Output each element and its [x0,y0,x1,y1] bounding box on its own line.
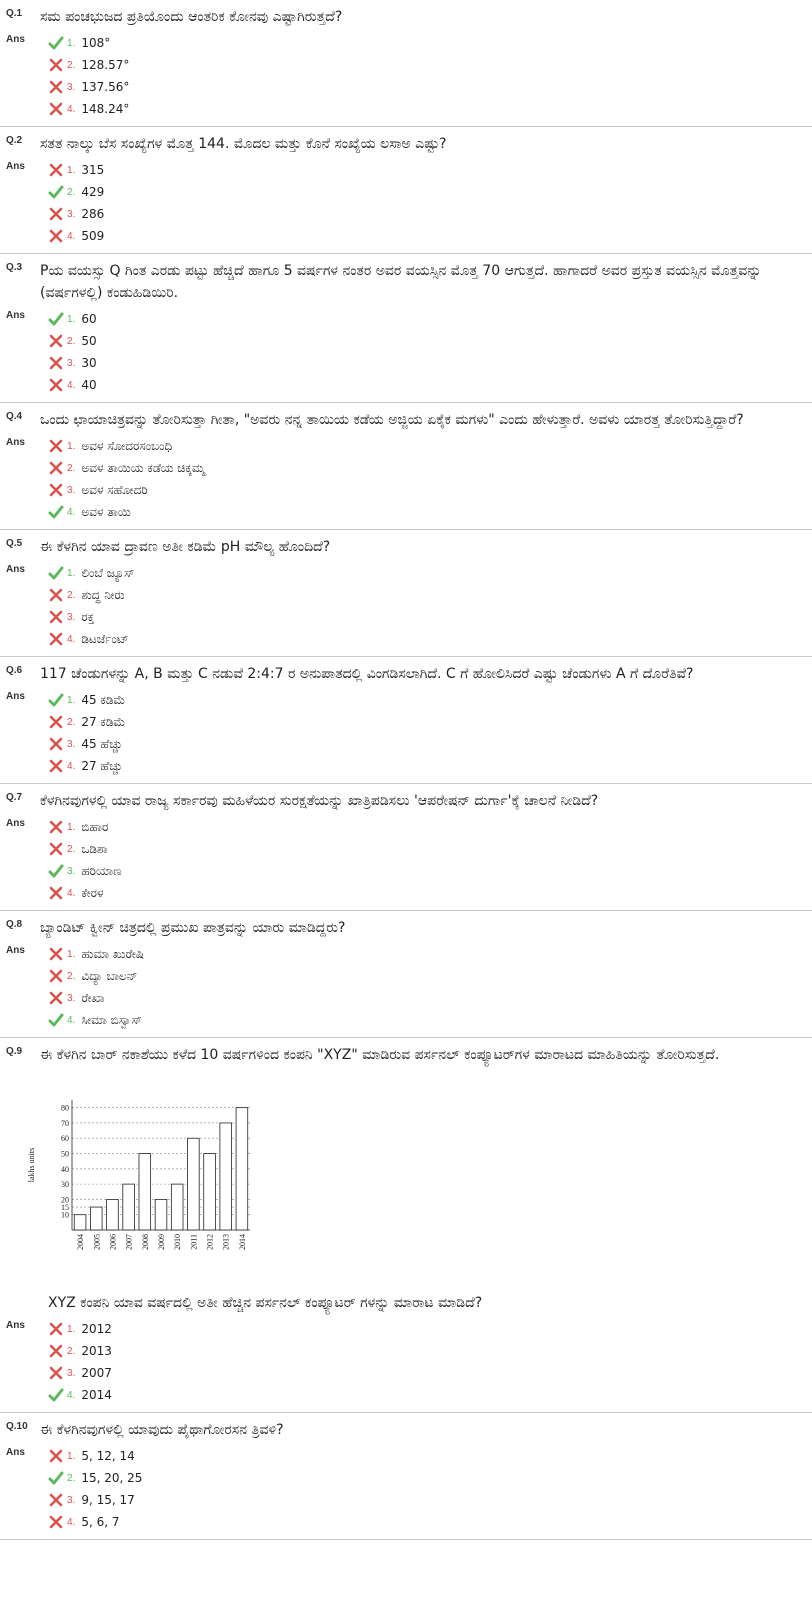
cross-icon [48,101,64,117]
options-list [48,816,812,904]
option-text: 27 ಹೆಚ್ಚು [81,758,123,773]
cross-icon [48,1321,64,1337]
answer-option [48,1445,812,1467]
options-list [48,32,812,120]
option-text: ಅವಳ ಸೋದರಸಂಬಂಧಿ [81,438,173,453]
x-tick-label: 2011 [189,1234,199,1250]
option-text: 286 [81,207,105,221]
x-tick-label: 2010 [173,1234,183,1250]
question-block [0,403,812,530]
answer-option [48,1009,812,1031]
option-text: 315 [81,163,105,177]
answer-label: Ans [6,310,25,321]
y-tick-label: 30 [61,1180,69,1190]
cross-icon [48,1448,64,1464]
option-index: 3. [67,992,76,1004]
option-index: 4. [67,760,76,772]
option-index: 3. [67,484,76,496]
option-index: 1. [67,1323,76,1335]
option-index: 4. [67,1389,76,1401]
option-text: ಅವಳ ತಾಯಿ [81,504,131,519]
check-icon [48,1470,64,1486]
option-index: 1. [67,164,76,176]
question-block [0,784,812,911]
x-tick-label: 2004 [76,1234,86,1250]
option-text: 108° [81,36,111,50]
cross-icon [48,968,64,984]
answer-option [48,987,812,1009]
bar-2012 [204,1154,216,1230]
answer-option [48,457,812,479]
y-tick-label: 15 [61,1203,69,1213]
check-icon [48,1012,64,1028]
option-text: ಡಿಟರ್ಜೆಂಟ್ [81,631,129,646]
answer-label: Ans [6,34,25,45]
answer-option [48,1467,812,1489]
option-text: ಅವಳ ಸಹೋದರಿ [81,482,148,497]
y-tick-label: 10 [61,1210,69,1220]
y-tick-label: 40 [61,1164,69,1174]
answer-option [48,1318,812,1340]
answer-option [48,435,812,457]
question-number: Q.2 [6,135,23,146]
options-list [48,1445,812,1533]
option-text: 2007 [81,1366,112,1380]
option-text: ಸೀಮಾ ಬಿಸ್ವಾಸ್ [81,1012,142,1027]
x-tick-label: 2009 [157,1234,166,1250]
answer-option [48,755,812,777]
check-icon [48,184,64,200]
option-index: 4. [67,1516,76,1528]
option-index: 2. [67,462,76,474]
answer-option [48,479,812,501]
check-icon [48,1387,64,1403]
question-block [0,254,812,403]
answer-option [48,501,812,523]
cross-icon [48,587,64,603]
option-text: 27 ಕಡಿಮೆ [81,714,126,729]
cross-icon [48,609,64,625]
option-index: 3. [67,1494,76,1506]
option-index: 1. [67,313,76,325]
option-index: 1. [67,1450,76,1462]
option-text: 45 ಕಡಿಮೆ [81,692,126,707]
cross-icon [48,885,64,901]
x-tick-label: 2013 [221,1234,231,1250]
bar-2011 [188,1138,200,1230]
question-block [0,1413,812,1540]
answer-option [48,562,812,584]
answer-option [48,98,812,120]
answer-option [48,628,812,650]
x-tick-label: 2006 [108,1234,118,1250]
cross-icon [48,736,64,752]
option-text: 9, 15, 17 [81,1493,135,1507]
option-text: 2013 [81,1344,112,1358]
option-text: 15, 20, 25 [81,1471,143,1485]
question-number: Q.10 [6,1421,28,1432]
option-index: 4. [67,230,76,242]
answer-option [48,308,812,330]
answer-option [48,965,812,987]
option-text: 148.24° [81,102,130,116]
answer-option [48,374,812,396]
answer-option [48,225,812,247]
question-text: ಈ ಕೆಳಗಿನವುಗಳಲ್ಲಿ ಯಾವುದು ಪೈಥಾಗೋರಸನ ತ್ರಿವಳಿ? [40,1422,284,1438]
question-text: 117 ಚೆಂಡುಗಳನ್ನು A, B ಮತ್ತು C ನಡುವೆ 2:4:7 ರ ಅನುಪಾತದಲ್ಲಿ ವಿಂಗಡಿಸಲಾಗಿದೆ. C ಗೆ ಹೋಲಿಸಿದರೆ ಎಷ್ಟು ಚೆಂಡುಗಳು A ಗೆ ದೊರೆತಿವೆ? [40,666,694,682]
option-text: 509 [81,229,105,243]
cross-icon [48,946,64,962]
check-icon [48,863,64,879]
option-text: 5, 6, 7 [81,1515,120,1529]
options-list [48,943,812,1031]
option-text: ರೇಖಾ [81,990,105,1005]
answer-label: Ans [6,945,25,956]
x-tick-label: 2005 [92,1234,102,1250]
option-index: 1. [67,948,76,960]
option-index: 3. [67,611,76,623]
option-index: 3. [67,738,76,750]
answer-option [48,181,812,203]
options-list [48,562,812,650]
question-number: Q.6 [6,665,23,676]
question-text: ಈ ಕೆಳಗಿನ ಬಾರ್ ನಕಾಶೆಯು ಕಳೆದ 10 ವರ್ಷಗಳಿಂದ ಕಂಪನಿ "XYZ" ಮಾಡಿರುವ ಪರ್ಸನಲ್ ಕಂಪ್ಯೂಟರ್‌ಗಳ ಮಾರಾಟದ ಮಾಹಿತಿಯನ್ನು ತೋರಿಸುತ್ತದೆ. [40,1047,720,1063]
sales-bar-chart [20,1092,260,1282]
answer-option [48,711,812,733]
question-text: ಒಂದು ಛಾಯಾಚಿತ್ರವನ್ನು ತೋರಿಸುತ್ತಾ ಗೀತಾ, "ಅವರು ನನ್ನ ತಾಯಿಯ ಕಡೆಯ ಅಜ್ಜಿಯ ಏಕೈಕ ಮಗಳು" ಎಂದು ಹೇಳುತ್ತಾರೆ. ಅವಳು ಯಾರತ್ತ ತೋರಿಸುತ್ತಿದ್ದಾರೆ? [40,412,744,428]
option-index: 3. [67,1367,76,1379]
answer-label: Ans [6,437,25,448]
question-text: ಬ್ಯಾಂಡಿಟ್ ಕ್ವೀನ್ ಚಿತ್ರದಲ್ಲಿ ಪ್ರಮುಖ ಪಾತ್ರವನ್ನು ಯಾರು ಮಾಡಿದ್ದರು? [40,920,346,936]
option-text: ಹುಮಾ ಖುರೇಷಿ [81,946,144,961]
answer-option [48,689,812,711]
option-text: ರಕ್ತ [81,609,95,624]
y-tick-label: 60 [61,1134,69,1144]
sub-question-text: XYZ ಕಂಪನಿ ಯಾವ ವರ್ಷದಲ್ಲಿ ಅತೀ ಹೆಚ್ಚಿನ ಪರ್ಸನಲ್ ಕಂಪ್ಯೂಟರ್ ಗಳನ್ನು ಮಾರಾಟ ಮಾಡಿದೆ? [48,1295,483,1311]
option-index: 2. [67,1472,76,1484]
cross-icon [48,482,64,498]
option-index: 1. [67,694,76,706]
option-index: 2. [67,335,76,347]
question-number: Q.8 [6,919,23,930]
cross-icon [48,758,64,774]
answer-option [48,733,812,755]
option-index: 1. [67,37,76,49]
option-text: ಒಡಿಶಾ [81,841,108,856]
cross-icon [48,57,64,73]
cross-icon [48,714,64,730]
answer-option [48,584,812,606]
option-index: 3. [67,357,76,369]
option-text: 137.56° [81,80,130,94]
answer-option [48,838,812,860]
question-block [0,1038,812,1413]
question-block [0,657,812,784]
option-text: ಲಿಂಬೆ ಜ್ಯೂಸ್ [81,565,135,580]
question-text: Pಯ ವಯಸ್ಸು Q ಗಿಂತ ಎರಡು ಪಟ್ಟು ಹೆಚ್ಚಿದೆ ಹಾಗೂ 5 ವರ್ಷಗಳ ನಂತರ ಅವರ ವಯಸ್ಸಿನ ಮೊತ್ತ 70 ಆಗುತ್ತದೆ. ಹಾಗಾದರೆ ಅವರ ಪ್ರಸ್ತುತ ವಯಸ್ಸಿನ ಮೊತ್ತವನ್ನು (ವರ್ಷಗಳಲ್ಲಿ) ಕಂಡುಹಿಡಿಯಿರಿ. [40,263,762,301]
option-text: ಹರಿಯಾಣ [81,863,122,878]
option-text: 45 ಹೆಚ್ಚು [81,736,123,751]
question-number: Q.1 [6,8,23,19]
answer-option [48,1362,812,1384]
option-index: 4. [67,633,76,645]
cross-icon [48,1365,64,1381]
question-block [0,911,812,1038]
y-tick-label: 70 [61,1118,69,1128]
question-text: ಸತತ ನಾಲ್ಕು ಬೆಸ ಸಂಖ್ಯೆಗಳ ಮೊತ್ತ 144. ಮೊದಲ ಮತ್ತು ಕೊನೆ ಸಂಖ್ಯೆಯ ಲಸಾಅ ಎಷ್ಟು? [40,136,447,152]
question-text: ಈ ಕೆಳಗಿನ ಯಾವ ದ್ರಾವಣ ಅತೀ ಕಡಿಮೆ pH ಮೌಲ್ಯ ಹೊಂದಿದೆ? [40,539,331,555]
bar-2004 [74,1215,86,1230]
bar-2009 [155,1199,167,1230]
answer-label: Ans [6,1320,25,1331]
bar-2014 [236,1108,248,1230]
x-tick-label: 2008 [140,1234,150,1250]
option-text: ವಿದ್ಯಾ ಬಾಲನ್ [81,968,138,983]
option-text: 30 [81,356,97,370]
option-index: 2. [67,970,76,982]
cross-icon [48,1492,64,1508]
options-list [48,308,812,396]
cross-icon [48,377,64,393]
answer-option [48,606,812,628]
answer-option [48,860,812,882]
cross-icon [48,990,64,1006]
option-index: 4. [67,379,76,391]
option-text: 60 [81,312,97,326]
answer-option [48,1511,812,1533]
answer-option [48,54,812,76]
option-text: 2014 [81,1388,112,1402]
question-block [0,0,812,127]
check-icon [48,35,64,51]
option-index: 4. [67,887,76,899]
cross-icon [48,79,64,95]
cross-icon [48,631,64,647]
question-number: Q.5 [6,538,23,549]
option-text: ಅವಳ ತಾಯಿಯ ಕಡೆಯ ಚಿಕ್ಕಮ್ಮ [81,460,205,475]
cross-icon [48,355,64,371]
cross-icon [48,438,64,454]
answer-option [48,816,812,838]
option-index: 2. [67,1345,76,1357]
question-number: Q.3 [6,262,23,273]
question-block [0,530,812,657]
check-icon [48,565,64,581]
option-index: 1. [67,821,76,833]
question-number: Q.9 [6,1046,23,1057]
y-axis-label: lakhs units [27,1147,36,1183]
option-index: 4. [67,103,76,115]
answer-label: Ans [6,818,25,829]
check-icon [48,504,64,520]
option-index: 2. [67,589,76,601]
option-text: 5, 12, 14 [81,1449,135,1463]
bar-2005 [90,1207,102,1230]
bar-2010 [171,1184,183,1230]
answer-option [48,1489,812,1511]
option-index: 1. [67,440,76,452]
answer-option [48,943,812,965]
question-text: ಕೆಳಗಿನವುಗಳಲ್ಲಿ ಯಾವ ರಾಜ್ಯ ಸರ್ಕಾರವು ಮಹಿಳೆಯರ ಸುರಕ್ಷತೆಯನ್ನು ಖಾತ್ರಿಪಡಿಸಲು 'ಆಪರೇಷನ್ ದುರ್ಗಾ'ಕ್ಕೆ ಚಾಲನೆ ನೀಡಿದೆ? [40,793,599,809]
x-tick-label: 2007 [124,1234,134,1250]
question-text: ಸಮ ಪಂಚಭುಜದ ಪ್ರತಿಯೊಂದು ಆಂತರಿಕ ಕೋನವು ಎಷ್ಟಾಗಿರುತ್ತದೆ? [40,9,343,25]
option-index: 2. [67,716,76,728]
chart-container [20,1092,260,1282]
cross-icon [48,841,64,857]
answer-option [48,882,812,904]
option-index: 3. [67,208,76,220]
answer-option [48,32,812,54]
option-text: ಬಿಹಾರ [81,819,109,834]
y-tick-label: 20 [61,1195,69,1205]
question-number: Q.7 [6,792,23,803]
answer-label: Ans [6,1447,25,1458]
cross-icon [48,460,64,476]
x-tick-label: 2014 [237,1234,247,1250]
cross-icon [48,206,64,222]
answer-option [48,352,812,374]
option-index: 3. [67,865,76,877]
answer-option [48,76,812,98]
answer-option [48,1384,812,1406]
option-index: 4. [67,506,76,518]
answer-label: Ans [6,691,25,702]
option-text: ಶುದ್ಧ ನೀರು [81,587,125,602]
y-tick-label: 50 [61,1149,69,1159]
options-list [48,159,812,247]
option-index: 2. [67,843,76,855]
check-icon [48,311,64,327]
answer-label: Ans [6,564,25,575]
answer-option [48,203,812,225]
options-list [48,689,812,777]
bar-2008 [139,1154,151,1230]
option-text: 50 [81,334,97,348]
cross-icon [48,1514,64,1530]
option-text: 40 [81,378,97,392]
cross-icon [48,1343,64,1359]
option-index: 1. [67,567,76,579]
question-block [0,127,812,254]
cross-icon [48,162,64,178]
option-text: 2012 [81,1322,112,1336]
option-text: ಕೇರಳ [81,885,104,900]
option-index: 4. [67,1014,76,1026]
x-tick-label: 2012 [205,1234,215,1250]
option-index: 2. [67,186,76,198]
cross-icon [48,228,64,244]
cross-icon [48,819,64,835]
option-index: 3. [67,81,76,93]
cross-icon [48,333,64,349]
answer-option [48,159,812,181]
check-icon [48,692,64,708]
answer-label: Ans [6,161,25,172]
bar-2013 [220,1123,232,1230]
y-tick-label: 80 [61,1103,69,1113]
bar-2006 [107,1199,119,1230]
options-list [48,435,812,523]
options-list [48,1318,812,1406]
option-index: 2. [67,59,76,71]
answer-option [48,1340,812,1362]
answer-option [48,330,812,352]
option-text: 429 [81,185,105,199]
bar-2007 [123,1184,135,1230]
option-text: 128.57° [81,58,130,72]
question-number: Q.4 [6,411,23,422]
